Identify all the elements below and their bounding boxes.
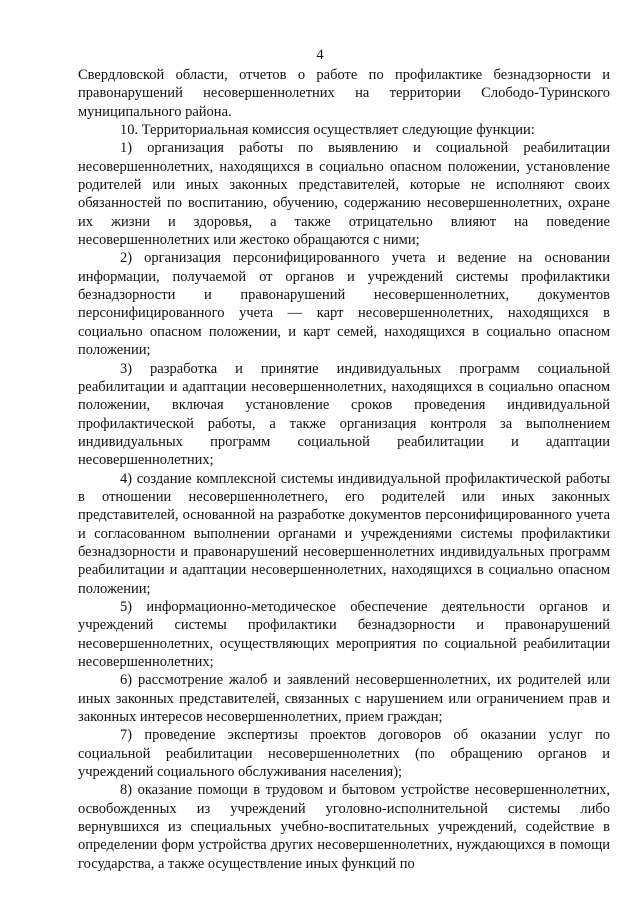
paragraph-function-7: 7) проведение экспертизы проектов договоров об оказании услуг по социальной реабилитации несовершеннолетних (по обращению органов и учреждений социального обслуживания населения); — [78, 727, 610, 781]
paragraph-function-4: 4) создание комплексной системы индивидуальной профилактической работы в отношении несовершеннолетнего, его родителей или иных законных представителей, основанной на разработке документов персонифицированного учета и согласованном выполнении органами и учреждениями системы профилактики безнадзорности и правонарушений несовершеннолетних индивидуальных программ реабилитации и адаптации несовершеннолетних, находящихся в социально опасном положении; — [78, 470, 610, 597]
paragraph-function-1: 1) организация работы по выявлению и социальной реабилитации несовершеннолетних, находящихся в социально опасном положении, установление родителей или иных законных представителей, которые не исполняют своих обязанностей по воспитанию, обучению, содержанию несовершеннолетних, охране их жизни и здоровья, а также отрицательно влияют на поведение несовершеннолетних или жестоко обращаются с ними; — [78, 140, 610, 249]
document-body — [78, 66, 610, 873]
paragraph-function-3: 3) разработка и принятие индивидуальных программ социальной реабилитации и адаптации несовершеннолетних, находящихся в социально опасном положении, включая установление сроков проведения индивидуальной профилактической работы, а также организация контроля за выполнением индивидуальных программ социальной реабилитации и адаптации несовершеннолетних; — [78, 360, 610, 469]
paragraph-function-8: 8) оказание помощи в трудовом и бытовом устройстве несовершеннолетних, освобожденных из учреждений уголовно-исполнительной системы либо вернувшихся из специальных учебно-воспитательных учреждений, содействие в определении форм устройства других несовершеннолетних, нуждающихся в помощи государства, а также осуществление иных функций по — [78, 782, 610, 872]
paragraph-function-2: 2) организация персонифицированного учета и ведение на основании информации, получаемой от органов и учреждений системы профилактики безнадзорности и правонарушений несовершеннолетних, документов персонифицированного учета — карт несовершеннолетних, находящихся в социально опасном положении, и карт семей, находящихся в социально опасном положении; — [78, 250, 610, 359]
paragraph-function-6: 6) рассмотрение жалоб и заявлений несовершеннолетних, их родителей или иных законных представителей, связанных с нарушением или ограничением прав и законных интересов несовершеннолетних, прием граждан; — [78, 672, 610, 726]
paragraph-continuation: Свердловской области, отчетов о работе по профилактике безнадзорности и правонарушений несовершеннолетних на территории Слободо-Туринского муниципального района. — [78, 67, 610, 120]
paragraph-function-5: 5) информационно-методическое обеспечение деятельности органов и учреждений системы профилактики безнадзорности и правонарушений несовершеннолетних, осуществляющих мероприятия по социальной реабилитации несовершеннолетних; — [78, 598, 610, 670]
page-number: 4 — [316, 47, 324, 63]
paragraph-section-10-heading: 10. Территориальная комиссия осуществляет следующие функции: — [120, 122, 535, 139]
